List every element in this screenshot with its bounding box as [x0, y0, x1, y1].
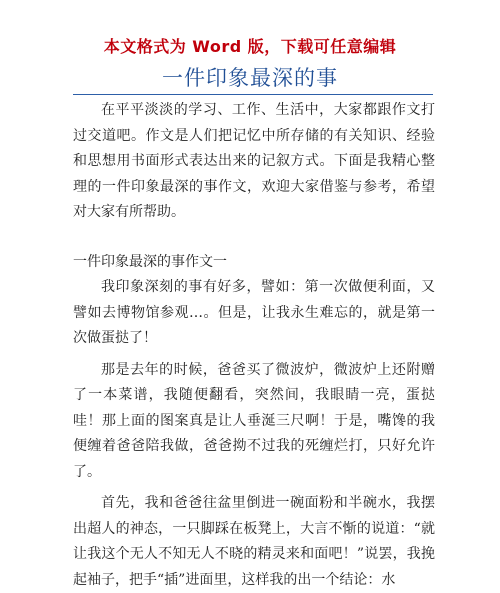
section-heading: 一件印象最深的事作文一	[73, 253, 227, 270]
title-underline	[73, 94, 433, 95]
body-paragraph: 那是去年的时候，爸爸买了微波炉，微波炉上还附赠了一本菜谱，我随便翻看，突然间，我眼睛一亮，蛋挞哇！那上面的图案真是让人垂涎三尺啊！于是，嘴馋的我便缠着爸爸陪我做，爸爸拗不过我的死缠烂打，只好允许了。	[73, 361, 435, 480]
body-paragraph: 首先，我和爸爸往盆里倒进一碗面粉和半碗水，我摆出超人的神态，一只脚踩在板凳上，大言不惭的说道：“就让我这个无人不知无人不晓的精灵来和面吧！”说罢，我挽起袖子，把手“插”进面里，这样我的出一个结论：水	[73, 495, 435, 588]
document-title: 一件印象最深的事	[162, 66, 338, 90]
document-body	[73, 98, 435, 593]
format-notice-banner: 本文格式为 Word 版，下载可任意编辑	[103, 37, 397, 56]
intro-paragraph: 在平平淡淡的学习、工作、生活中，大家都跟作文打过交道吧。作文是人们把记忆中所存储的有关知识、经验和思想用书面形式表达出来的记叙方式。下面是我精心整理的一件印象最深的事作文，欢迎大家借鉴与参考，希望对大家有所帮助。	[73, 102, 435, 220]
body-paragraph: 我印象深刻的事有好多，譬如：第一次做便利面，又譬如去博物馆参观…。但是，让我永生难忘的，就是第一次做蛋挞了！	[73, 279, 435, 346]
